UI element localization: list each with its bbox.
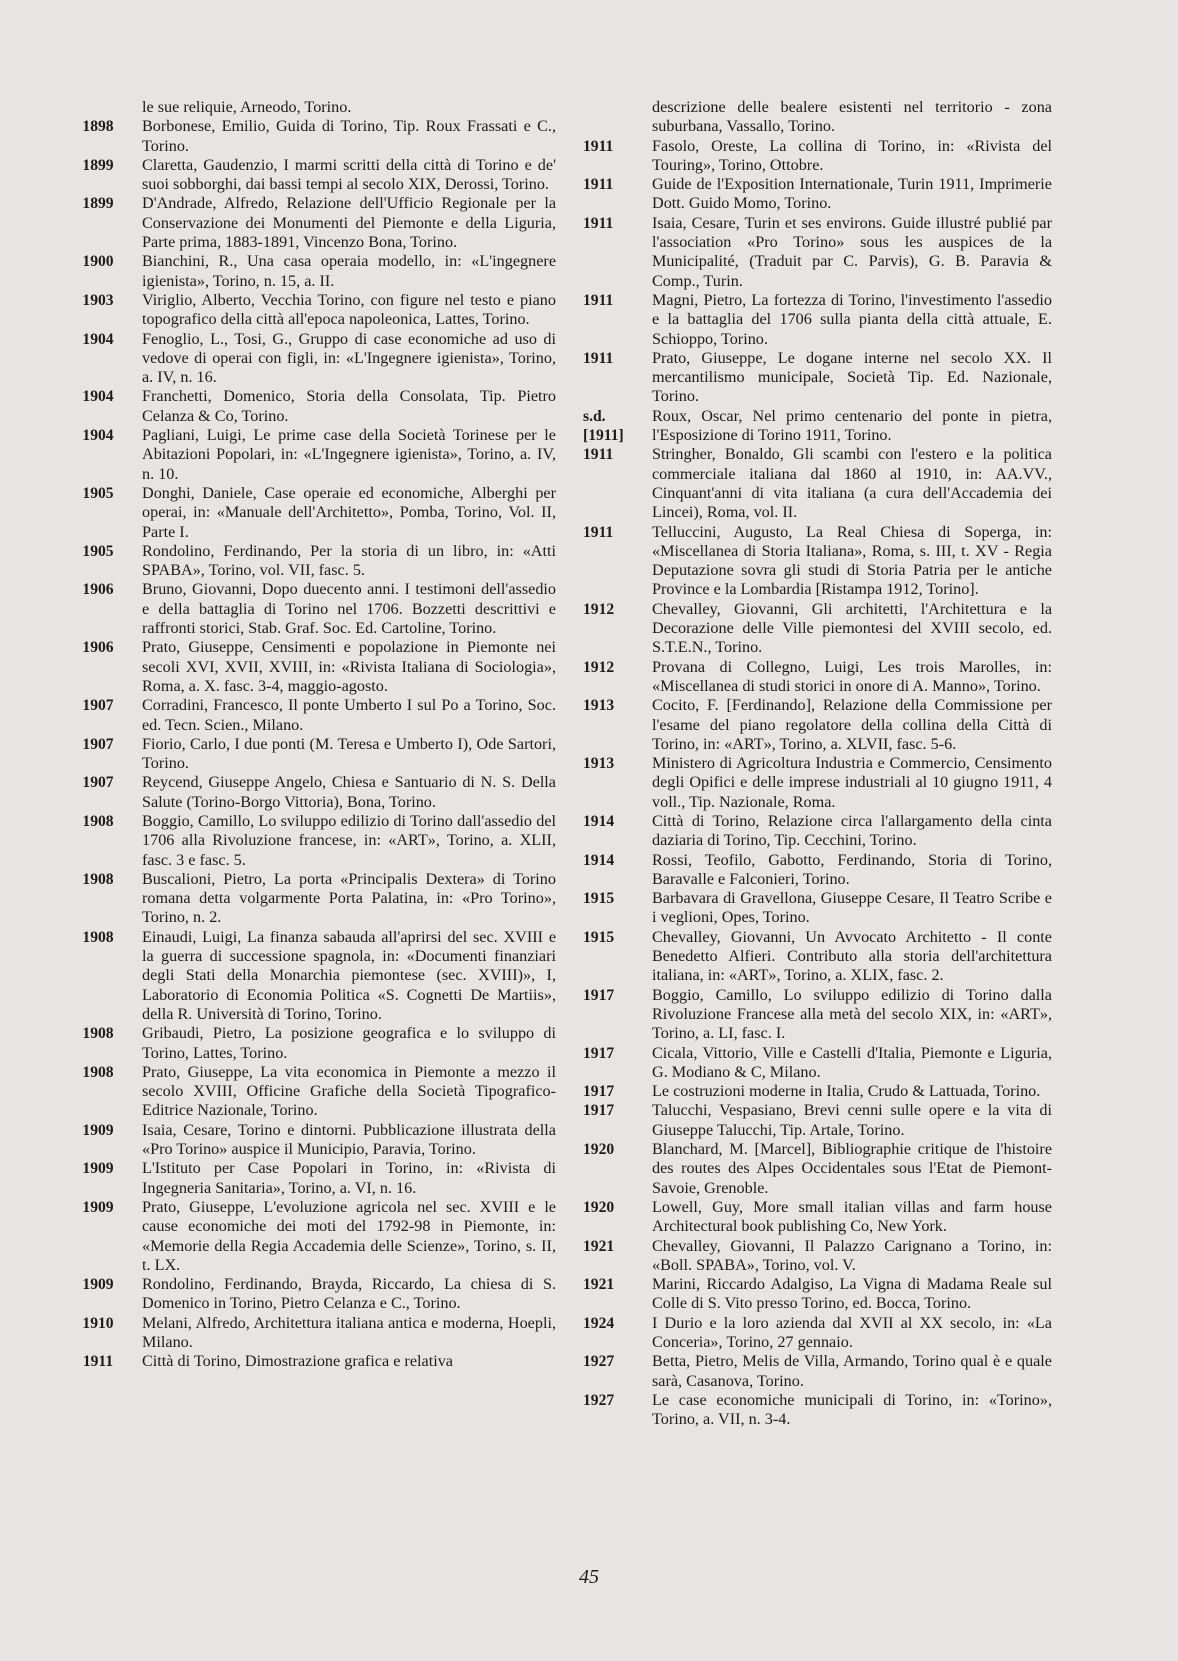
bibliography-entry	[580, 98, 1052, 137]
entry-text: Prato, Giuseppe, L'evoluzione agricola nel sec. XVIII e le cause economiche dei moti del 1792-98 in Piemonte, in: «Memorie della Regia Accademia delle Scienze», Torino, s. II, t. LX.	[142, 1197, 556, 1274]
bibliography-entry	[60, 117, 556, 156]
bibliography-entry	[580, 349, 1052, 407]
right-column	[580, 98, 1052, 1429]
entry-year: s.d. [1911]	[583, 407, 624, 445]
bibliography-entry	[60, 1275, 556, 1314]
entry-text: Cicala, Vittorio, Ville e Castelli d'Italia, Piemonte e Liguria, G. Modiano & C, Milano.	[652, 1043, 1052, 1081]
bibliography-entry	[580, 1352, 1052, 1391]
bibliography-entry	[60, 542, 556, 581]
bibliography-entry	[580, 986, 1052, 1044]
entry-year: 1907	[82, 774, 114, 792]
entry-text: Lowell, Guy, More small italian villas and farm house Architectural book publishing Co, New York.	[652, 1197, 1052, 1236]
entry-text: Cocito, F. [Ferdinando], Relazione della Commissione per l'esame del piano regolatore della collina della Città di Torino, in: «ART», Torino, a. XLVII, fasc. 5-6.	[652, 696, 1052, 753]
entry-text: Marini, Riccardo Adalgiso, La Vigna di Madama Reale sul Colle di S. Vito presso Torino, ed. Bocca, Torino.	[652, 1275, 1052, 1313]
bibliography-entry	[60, 1121, 556, 1160]
entry-year: 1909	[82, 1160, 114, 1178]
bibliography-entry	[60, 387, 556, 426]
entry-year: 1917	[583, 986, 615, 1004]
entry-year: 1903	[82, 291, 114, 309]
bibliography-entry	[580, 696, 1052, 754]
bibliography-entry	[580, 1082, 1052, 1101]
bibliography-entry	[580, 928, 1052, 986]
entry-text: Fasolo, Oreste, La collina di Torino, in: «Rivista del Touring», Torino, Ottobre.	[652, 136, 1052, 174]
entry-text: Boggio, Camillo, Lo sviluppo edilizio di Torino dalla Rivoluzione Francese alla metà del secolo XIX, in: «ART», Torino, a. LI, fasc. I.	[652, 985, 1052, 1043]
entry-year: 1905	[82, 542, 114, 560]
entry-year: 1927	[583, 1391, 615, 1409]
entry-year: 1911	[583, 291, 614, 309]
entry-year: 1911	[583, 349, 614, 367]
entry-year: 1907	[82, 735, 114, 753]
entry-text: Le case economiche municipali di Torino, in: «Torino», Torino, a. VII, n. 3-4.	[652, 1390, 1052, 1429]
entry-text: descrizione delle bealere esistenti nel territorio - zona suburbana, Vassallo, Torino.	[652, 98, 1052, 136]
entry-year: 1915	[583, 928, 615, 946]
entry-text: Fenoglio, L., Tosi, G., Gruppo di case economiche ad uso di vedove di operai con figli, in: «L'Ingegnere igienista», Torino, a. IV, n. 16.	[142, 329, 556, 387]
entry-year: 1915	[583, 890, 615, 908]
entry-year: 1909	[82, 1276, 114, 1294]
bibliography-entry	[580, 851, 1052, 890]
bibliography-entry	[60, 194, 556, 252]
bibliography-entry	[60, 426, 556, 484]
entry-text: Roux, Oscar, Nel primo centenario del ponte in pietra, l'Esposizione di Torino 1911, Torino.	[652, 406, 1052, 445]
bibliography-entry	[580, 1275, 1052, 1314]
entry-text: Betta, Pietro, Melis de Villa, Armando, Torino qual è e quale sarà, Casanova, Torino.	[652, 1352, 1052, 1390]
entry-text: le sue reliquie, Arneodo, Torino.	[142, 98, 352, 116]
bibliography-entry	[60, 156, 556, 195]
entry-text: D'Andrade, Alfredo, Relazione dell'Ufficio Regionale per la Conservazione dei Monumenti del Piemonte e della Liguria, Parte prima, 1883-1891, Vincenzo Bona, Torino.	[142, 194, 556, 252]
entry-text: Viriglio, Alberto, Vecchia Torino, con figure nel testo e piano topografico della città all'epoca napoleonica, Lattes, Torino.	[142, 290, 556, 329]
entry-year: 1920	[583, 1198, 615, 1216]
bibliography-entry	[580, 1101, 1052, 1140]
entry-year: 1917	[583, 1044, 615, 1062]
bibliography-entry	[580, 754, 1052, 812]
entry-year: 1906	[82, 639, 114, 657]
bibliography-entry	[60, 252, 556, 291]
entry-text: Prato, Giuseppe, La vita economica in Piemonte a mezzo il secolo XVIII, Officine Grafiche della Società Tipografico-Editrice Nazionale, Torino.	[142, 1062, 556, 1120]
entry-year: 1921	[583, 1276, 615, 1294]
entry-text: Boggio, Camillo, Lo sviluppo edilizio di Torino dall'assedio del 1706 alla Rivoluzione francese, in: «ART», Torino, a. XLII, fasc. 3 e fasc. 5.	[142, 811, 556, 869]
left-column	[60, 98, 556, 1372]
entry-text: Stringher, Bonaldo, Gli scambi con l'estero e la politica commerciale italiana dal 1860 al 1910, in: AA.VV., Cinquant'anni di vita italiana (a cura dell'Accademia dei Lincei), Roma, vol. II.	[652, 445, 1052, 522]
entry-text: Borbonese, Emilio, Guida di Torino, Tip. Roux Frassati e C., Torino.	[142, 117, 556, 155]
bibliography-entry	[60, 928, 556, 1024]
entry-text: Bianchini, R., Una casa operaia modello, in: «L'ingegnere igienista», Torino, n. 15, a. II.	[142, 252, 556, 290]
entry-year: 1912	[583, 600, 615, 618]
entry-text: Reycend, Giuseppe Angelo, Chiesa e Santuario di N. S. Della Salute (Torino-Borgo Vittoria), Bona, Torino.	[142, 773, 556, 811]
bibliography-entry	[580, 812, 1052, 851]
entry-text: Isaia, Cesare, Torino e dintorni. Pubblicazione illustrata della «Pro Torino» auspice il Municipio, Paravia, Torino.	[142, 1120, 556, 1159]
entry-year: 1911	[583, 137, 614, 155]
bibliography-entry	[60, 1352, 556, 1371]
entry-year: 1913	[583, 697, 615, 715]
bibliography-entry	[60, 484, 556, 542]
entry-text: Magni, Pietro, La fortezza di Torino, l'investimento l'assedio e la battaglia del 1706 sulla pianta della città attuale, E. Schioppo, Torino.	[652, 290, 1052, 348]
entry-year: 1908	[82, 812, 114, 830]
bibliography-entry	[60, 1314, 556, 1353]
entry-text: Città di Torino, Relazione circa l'allargamento della cinta daziaria di Torino, Tip. Cecchini, Torino.	[652, 811, 1052, 850]
entry-text: Melani, Alfredo, Architettura italiana antica e moderna, Hoepli, Milano.	[142, 1313, 556, 1351]
entry-year: 1899	[82, 195, 114, 213]
bibliography-entry	[60, 1063, 556, 1121]
entry-year: 1911	[583, 176, 614, 194]
bibliography-entry	[580, 1044, 1052, 1083]
entry-year: 1914	[583, 851, 615, 869]
entry-text: Barbavara di Gravellona, Giuseppe Cesare, Il Teatro Scribe e i veglioni, Opes, Torino.	[652, 889, 1052, 927]
bibliography-entry	[60, 1159, 556, 1198]
entry-text: Telluccini, Augusto, La Real Chiesa di Soperga, in: «Miscellanea di Storia Italiana», Roma, s. III, t. XV - Regia Deputazione sovra gli studi di Storia Patria per le antiche Province e la Lombardia [Ristampa 1912, Torino].	[652, 522, 1052, 599]
entry-text: Corradini, Francesco, Il ponte Umberto I sul Po a Torino, Soc. ed. Tecn. Scien., Milano.	[142, 696, 556, 734]
bibliography-entry	[580, 1237, 1052, 1276]
entry-year: 1913	[583, 755, 615, 773]
bibliography-entry	[580, 137, 1052, 176]
entry-text: Gribaudi, Pietro, La posizione geografica e lo sviluppo di Torino, Lattes, Torino.	[142, 1024, 556, 1062]
entry-year: 1911	[82, 1353, 114, 1371]
entry-year: 1904	[82, 427, 114, 445]
entry-text: Talucchi, Vespasiano, Brevi cenni sulle opere e la vita di Giuseppe Talucchi, Tip. Artale, Torino.	[652, 1101, 1052, 1139]
bibliography-entry	[60, 735, 556, 774]
entry-text: Rondolino, Ferdinando, Brayda, Riccardo, La chiesa di S. Domenico in Torino, Pietro Celanza e C., Torino.	[142, 1275, 556, 1313]
entry-year: 1907	[82, 697, 114, 715]
bibliography-entry	[60, 98, 556, 117]
entry-text: Prato, Giuseppe, Le dogane interne nel secolo XX. Il mercantilismo municipale, Società Tip. Ed. Nazionale, Torino.	[652, 348, 1052, 406]
entry-text: Einaudi, Luigi, La finanza sabauda all'aprirsi del sec. XVIII e la guerra di successione spagnola, in: «Documenti finanziari degli Stati della Monarchia piemontese (sec. XVIII)», I, Laboratorio di Economia Politica «S. Cognetti De Martiis», della R. Università di Torino, Torino.	[142, 927, 556, 1023]
entry-year: 1908	[82, 1063, 114, 1081]
entry-year: 1921	[583, 1237, 615, 1255]
entry-text: Isaia, Cesare, Turin et ses environs. Guide illustré publié par l'association «Pro Torino» sous les auspices de la Municipalité, (Traduit par C. Parvis), G. B. Paravia & Comp., Turin.	[652, 213, 1052, 290]
entry-year: 1900	[82, 253, 114, 271]
entry-text: Chevalley, Giovanni, Gli architetti, l'Architettura e la Decorazione delle Ville piemontesi del XVIII secolo, ed. S.T.E.N., Torino.	[652, 599, 1052, 657]
entry-year: 1908	[82, 928, 114, 946]
entry-year	[580, 98, 652, 137]
entry-text: Rossi, Teofilo, Gabotto, Ferdinando, Storia di Torino, Baravalle e Falconieri, Torino.	[652, 850, 1052, 888]
entry-text: Chevalley, Giovanni, Il Palazzo Carignano a Torino, in: «Boll. SPABA», Torino, vol. V.	[652, 1236, 1052, 1274]
entry-year: 1905	[82, 484, 114, 502]
entry-year: 1924	[583, 1314, 615, 1332]
entry-text: Fiorio, Carlo, I due ponti (M. Teresa e Umberto I), Ode Sartori, Torino.	[142, 734, 556, 773]
bibliography-entry	[580, 600, 1052, 658]
entry-year: 1917	[583, 1102, 615, 1120]
entry-year: 1909	[82, 1198, 114, 1216]
bibliography-entry	[580, 1391, 1052, 1430]
bibliography-entry	[60, 696, 556, 735]
entry-year: 1912	[583, 658, 615, 676]
entry-year: 1904	[82, 330, 114, 348]
entry-year: 1927	[583, 1353, 615, 1371]
entry-text: Provana di Collegno, Luigi, Les trois Marolles, in: «Miscellanea di studi storici in onore di A. Manno», Torino.	[652, 657, 1052, 695]
bibliography-entry	[60, 638, 556, 696]
entry-year: 1898	[82, 118, 114, 136]
entry-year: 1911	[583, 523, 614, 541]
entry-text: Pagliani, Luigi, Le prime case della Società Torinese per le Abitazioni Popolari, in: «L'Ingegnere igienista», Torino, a. IV, n. 10.	[142, 426, 556, 483]
bibliography-entry	[580, 175, 1052, 214]
bibliography-entry	[580, 291, 1052, 349]
entry-text: I Durio e la loro azienda dal XVII al XX secolo, in: «La Conceria», Torino, 27 gennaio.	[652, 1313, 1052, 1351]
bibliography-entry	[60, 1198, 556, 1275]
bibliography-entry	[580, 1198, 1052, 1237]
entry-year: 1914	[583, 812, 615, 830]
entry-text: L'Istituto per Case Popolari in Torino, in: «Rivista di Ingegneria Sanitaria», Torino, a. VI, n. 16.	[142, 1159, 556, 1197]
entry-year: 1899	[82, 156, 114, 174]
bibliography-entry	[580, 523, 1052, 600]
entry-year: 1908	[82, 1025, 114, 1043]
entry-year: 1906	[82, 581, 114, 599]
entry-text: Guide de l'Exposition Internationale, Turin 1911, Imprimerie Dott. Guido Momo, Torino.	[652, 175, 1052, 213]
entry-year: 1917	[583, 1083, 615, 1101]
bibliography-entry	[580, 1140, 1052, 1198]
bibliography-entry	[580, 214, 1052, 291]
entry-year	[60, 98, 142, 117]
bibliography-entry	[580, 1314, 1052, 1353]
bibliography-entry	[580, 889, 1052, 928]
entry-text: Prato, Giuseppe, Censimenti e popolazione in Piemonte nei secoli XVI, XVII, XVIII, in: «Rivista Italiana di Sociologia», Roma, a. X. fasc. 3-4, maggio-agosto.	[142, 638, 556, 695]
entry-text: Donghi, Daniele, Case operaie ed economiche, Alberghi per operai, in: «Manuale dell'Architetto», Pomba, Torino, Vol. II, Parte I.	[142, 483, 556, 541]
entry-year: 1904	[82, 388, 114, 406]
entry-text: Franchetti, Domenico, Storia della Consolata, Tip. Pietro Celanza & Co, Torino.	[142, 387, 556, 425]
page-number: 45	[579, 1566, 599, 1588]
bibliography-entry	[60, 870, 556, 928]
bibliography-entry	[60, 580, 556, 638]
bibliography-entry	[60, 773, 556, 812]
entry-text: Bruno, Giovanni, Dopo duecento anni. I testimoni dell'assedio e della battaglia di Torino nel 1706. Bozzetti descrittivi e raffronti storici, Stab. Graf. Soc. Ed. Cartoline, Torino.	[142, 580, 556, 638]
bibliography-entry	[60, 1024, 556, 1063]
entry-text: Ministero di Agricoltura Industria e Commercio, Censimento degli Opifici e delle imprese industriali al 10 giugno 1911, 4 voll., Tip. Nazionale, Roma.	[652, 754, 1052, 811]
entry-year: 1911	[583, 214, 614, 232]
entry-text: Rondolino, Ferdinando, Per la storia di un libro, in: «Atti SPABA», Torino, vol. VII, fasc. 5.	[142, 541, 556, 580]
bibliography-entry	[60, 330, 556, 388]
bibliography-entry	[60, 291, 556, 330]
entry-year: 1909	[82, 1121, 114, 1139]
entry-text: Città di Torino, Dimostrazione grafica e relativa	[142, 1352, 453, 1371]
entry-year: 1910	[82, 1314, 114, 1332]
entry-text: Le costruzioni moderne in Italia, Crudo & Lattuada, Torino.	[652, 1082, 1041, 1101]
entry-text: Blanchard, M. [Marcel], Bibliographie critique de l'histoire des routes des Alpes Occidentales sous l'Etat de Piemont-Savoie, Grenoble.	[652, 1140, 1052, 1197]
bibliography-entry	[60, 812, 556, 870]
bibliography-entry	[580, 445, 1052, 522]
entry-text: Buscalioni, Pietro, La porta «Principalis Dextera» di Torino romana detta volgarmente Porta Palatina, in: «Pro Torino», Torino, n. 2.	[142, 869, 556, 927]
entry-text: Claretta, Gaudenzio, I marmi scritti della città di Torino e de' suoi sobborghi, dai bassi tempi al secolo XIX, Derossi, Torino.	[142, 155, 556, 194]
bibliography-entry	[580, 407, 1052, 446]
entry-year: 1911	[583, 446, 614, 464]
entry-text: Chevalley, Giovanni, Un Avvocato Architetto - Il conte Benedetto Alfieri. Contributo alla storia dell'architettura italiana, in: «ART», Torino, a. XLIX, fasc. 2.	[652, 927, 1052, 985]
entry-year: 1908	[82, 870, 114, 888]
entry-year: 1920	[583, 1141, 615, 1159]
bibliography-entry	[580, 658, 1052, 697]
